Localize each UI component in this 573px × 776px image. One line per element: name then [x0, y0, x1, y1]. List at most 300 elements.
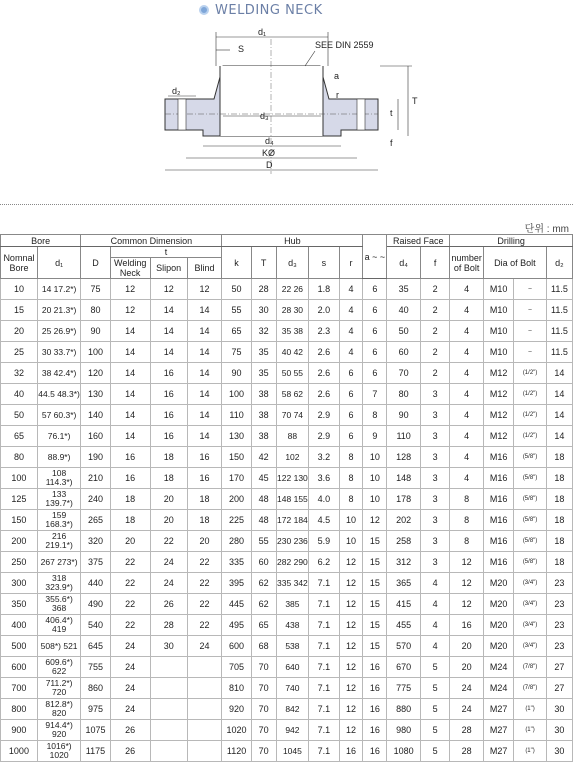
cell-in: (1") [514, 741, 547, 762]
cell-in: (1/2") [514, 363, 547, 384]
cell-sl: 14 [150, 321, 187, 342]
cell-n: 4 [450, 363, 484, 384]
cell-D: 100 [81, 342, 110, 363]
cell-r: 4 [339, 300, 363, 321]
cell-a: 6 [363, 321, 387, 342]
cell-bolt: M16 [483, 489, 513, 510]
cell-k: 65 [222, 321, 251, 342]
cell-a: 15 [363, 636, 387, 657]
cell-in: (7/8") [514, 657, 547, 678]
cell-sl [150, 699, 187, 720]
cell-d1: 914.4*) 920 [37, 720, 80, 741]
cell-d3: 538 [276, 636, 309, 657]
cell-D: 140 [81, 405, 110, 426]
cell-d1: 57 60.3*) [37, 405, 80, 426]
cell-D: 645 [81, 636, 110, 657]
cell-in: (3/4") [514, 615, 547, 636]
cell-f: 3 [420, 447, 449, 468]
cell-s: 5.9 [309, 531, 339, 552]
cell-wn: 14 [110, 342, 150, 363]
cell-sl: 24 [150, 552, 187, 573]
cell-d4: 90 [387, 405, 421, 426]
cell-wn: 16 [110, 468, 150, 489]
cell-bolt: M20 [483, 615, 513, 636]
cell-d2: 11.5 [546, 321, 572, 342]
cell-k: 920 [222, 699, 251, 720]
cell-s: 7.1 [309, 636, 339, 657]
cell-d3: 842 [276, 699, 309, 720]
cell-D: 210 [81, 468, 110, 489]
cell-d3: 640 [276, 657, 309, 678]
cell-s: 2.0 [309, 300, 339, 321]
cell-bolt: M12 [483, 426, 513, 447]
cell-bolt: M20 [483, 573, 513, 594]
cell-r: 12 [339, 552, 363, 573]
cell-n: 4 [450, 342, 484, 363]
header-r: r [339, 247, 363, 279]
cell-T: 62 [251, 594, 276, 615]
cell-d2: 23 [546, 573, 572, 594]
cell-n: 4 [450, 405, 484, 426]
cell-f: 4 [420, 636, 449, 657]
cell-r: 6 [339, 405, 363, 426]
cell-bl: 14 [187, 405, 222, 426]
cell-T: 65 [251, 615, 276, 636]
cell-r: 12 [339, 657, 363, 678]
cell-d2: 14 [546, 405, 572, 426]
cell-wn: 24 [110, 636, 150, 657]
cell-a: 15 [363, 594, 387, 615]
cell-s: 4.5 [309, 510, 339, 531]
cell-bl: 14 [187, 363, 222, 384]
cell-a: 6 [363, 342, 387, 363]
cell-d4: 258 [387, 531, 421, 552]
cell-in: (1") [514, 699, 547, 720]
cell-d2: 14 [546, 384, 572, 405]
cell-s: 7.1 [309, 657, 339, 678]
cell-k: 810 [222, 678, 251, 699]
cell-wn: 18 [110, 510, 150, 531]
table-row [1, 657, 573, 678]
cell-bl: 14 [187, 342, 222, 363]
dim-d3: d₃ [260, 111, 269, 121]
cell-sl: 16 [150, 384, 187, 405]
cell-a: 16 [363, 657, 387, 678]
header-f: f [420, 247, 449, 279]
cell-T: 70 [251, 678, 276, 699]
cell-k: 335 [222, 552, 251, 573]
cell-sl [150, 720, 187, 741]
dim-K: KØ [262, 148, 276, 158]
cell-s: 7.1 [309, 678, 339, 699]
cell-bl [187, 678, 222, 699]
cell-bolt: M20 [483, 594, 513, 615]
cell-k: 705 [222, 657, 251, 678]
cell-D: 440 [81, 573, 110, 594]
cell-D: 240 [81, 489, 110, 510]
cell-D: 860 [81, 678, 110, 699]
cell-d3: 230 236 [276, 531, 309, 552]
cell-T: 35 [251, 363, 276, 384]
cell-k: 55 [222, 300, 251, 321]
cell-r: 12 [339, 678, 363, 699]
cell-f: 5 [420, 720, 449, 741]
flange-table [0, 234, 573, 762]
cell-d3: 40 42 [276, 342, 309, 363]
cell-n: 12 [450, 594, 484, 615]
cell-r: 8 [339, 468, 363, 489]
cell-f: 5 [420, 699, 449, 720]
cell-wn: 24 [110, 699, 150, 720]
cell-D: 130 [81, 384, 110, 405]
cell-T: 38 [251, 426, 276, 447]
cell-a: 6 [363, 279, 387, 300]
cell-s: 7.1 [309, 741, 339, 762]
table-row [1, 678, 573, 699]
separator [0, 204, 573, 205]
cell-bolt: M10 [483, 321, 513, 342]
cell-a: 6 [363, 363, 387, 384]
cell-f: 4 [420, 573, 449, 594]
cell-s: 1.8 [309, 279, 339, 300]
cell-T: 42 [251, 447, 276, 468]
cell-nb: 900 [1, 720, 38, 741]
dim-d1: d₁ [258, 27, 267, 37]
cell-d4: 570 [387, 636, 421, 657]
cell-d2: 30 [546, 741, 572, 762]
cell-s: 3.6 [309, 468, 339, 489]
cell-wn: 14 [110, 363, 150, 384]
cell-n: 12 [450, 552, 484, 573]
cell-T: 32 [251, 321, 276, 342]
cell-T: 68 [251, 636, 276, 657]
cell-T: 38 [251, 405, 276, 426]
cell-in: (5/8") [514, 552, 547, 573]
dim-d2: d₂ [172, 86, 181, 96]
cell-n: 4 [450, 426, 484, 447]
cell-T: 62 [251, 573, 276, 594]
cell-d2: 18 [546, 447, 572, 468]
cell-bolt: M10 [483, 342, 513, 363]
header-d1: d₁ [37, 247, 80, 279]
cell-bl: 16 [187, 468, 222, 489]
dim-f: f [390, 138, 393, 148]
cell-a: 16 [363, 741, 387, 762]
cell-d4: 35 [387, 279, 421, 300]
cell-d4: 80 [387, 384, 421, 405]
table-row [1, 300, 573, 321]
cell-d1: 44.5 48.3*) [37, 384, 80, 405]
page-title [199, 2, 323, 18]
cell-d4: 178 [387, 489, 421, 510]
cell-s: 4.0 [309, 489, 339, 510]
cell-r: 8 [339, 489, 363, 510]
cell-d2: 11.5 [546, 300, 572, 321]
cell-bl [187, 741, 222, 762]
cell-k: 50 [222, 279, 251, 300]
table-row [1, 720, 573, 741]
table-row [1, 321, 573, 342]
cell-in: (5/8") [514, 510, 547, 531]
cell-in: (1/2") [514, 384, 547, 405]
cell-d1: 38 42.4*) [37, 363, 80, 384]
cell-bl: 18 [187, 510, 222, 531]
cell-a: 15 [363, 573, 387, 594]
cell-nb: 125 [1, 489, 38, 510]
cell-nb: 150 [1, 510, 38, 531]
cell-bl: 22 [187, 552, 222, 573]
cell-wn: 16 [110, 447, 150, 468]
cell-wn: 22 [110, 573, 150, 594]
cell-d2: 11.5 [546, 279, 572, 300]
header-T: T [251, 247, 276, 279]
cell-D: 1075 [81, 720, 110, 741]
cell-bolt: M16 [483, 510, 513, 531]
cell-bolt: M16 [483, 552, 513, 573]
cell-d2: 18 [546, 510, 572, 531]
cell-nb: 400 [1, 615, 38, 636]
cell-nb: 1000 [1, 741, 38, 762]
table-row [1, 741, 573, 762]
cell-d4: 40 [387, 300, 421, 321]
table-row [1, 615, 573, 636]
cell-sl: 16 [150, 363, 187, 384]
cell-s: 7.1 [309, 573, 339, 594]
cell-r: 10 [339, 510, 363, 531]
cell-sl: 26 [150, 594, 187, 615]
cell-bolt: M12 [483, 405, 513, 426]
cell-sl: 14 [150, 300, 187, 321]
cell-n: 4 [450, 321, 484, 342]
header-diabolt: Dia of Bolt [483, 247, 546, 279]
header-blind: Blind [187, 258, 222, 279]
cell-nb: 10 [1, 279, 38, 300]
cell-n: 24 [450, 699, 484, 720]
cell-in: (3/4") [514, 636, 547, 657]
cell-d1: 355.6*) 368 [37, 594, 80, 615]
cell-n: 4 [450, 384, 484, 405]
cell-s: 2.6 [309, 342, 339, 363]
table-row [1, 426, 573, 447]
cell-d3: 385 [276, 594, 309, 615]
cell-d1: 159 168.3*) [37, 510, 80, 531]
cell-r: 12 [339, 573, 363, 594]
cell-r: 10 [339, 531, 363, 552]
cell-a: 8 [363, 405, 387, 426]
cell-n: 4 [450, 279, 484, 300]
cell-bolt: M16 [483, 468, 513, 489]
cell-nb: 50 [1, 405, 38, 426]
cell-d1: 25 26.9*) [37, 321, 80, 342]
cell-bolt: M10 [483, 279, 513, 300]
cell-r: 8 [339, 447, 363, 468]
cell-d2: 14 [546, 363, 572, 384]
cell-d4: 312 [387, 552, 421, 573]
cell-k: 1020 [222, 720, 251, 741]
cell-bolt: M16 [483, 447, 513, 468]
cell-nb: 300 [1, 573, 38, 594]
cell-d4: 128 [387, 447, 421, 468]
cell-T: 70 [251, 741, 276, 762]
cell-nb: 100 [1, 468, 38, 489]
dim-T: T [412, 96, 418, 106]
cell-d1: 216 219.1*) [37, 531, 80, 552]
cell-d3: 942 [276, 720, 309, 741]
cell-k: 150 [222, 447, 251, 468]
cell-s: 3.2 [309, 447, 339, 468]
cell-a: 10 [363, 468, 387, 489]
cell-bl: 22 [187, 594, 222, 615]
cell-f: 3 [420, 468, 449, 489]
cell-d1: 812.8*) 820 [37, 699, 80, 720]
cell-in: (3/4") [514, 594, 547, 615]
cell-d1: 406.4*) 419 [37, 615, 80, 636]
cell-n: 12 [450, 573, 484, 594]
cell-d2: 18 [546, 489, 572, 510]
cell-in: (5/8") [514, 447, 547, 468]
cell-a: 12 [363, 510, 387, 531]
cell-bl [187, 720, 222, 741]
cell-bl [187, 699, 222, 720]
cell-nb: 25 [1, 342, 38, 363]
table-row [1, 342, 573, 363]
table-row [1, 279, 573, 300]
cell-D: 75 [81, 279, 110, 300]
cell-wn: 20 [110, 531, 150, 552]
cell-d1: 88.9*) [37, 447, 80, 468]
header-a: a ~ ~ [363, 235, 387, 279]
cell-nb: 65 [1, 426, 38, 447]
table-row [1, 531, 573, 552]
cell-d4: 670 [387, 657, 421, 678]
cell-f: 2 [420, 321, 449, 342]
cell-d3: 438 [276, 615, 309, 636]
cell-wn: 26 [110, 741, 150, 762]
cell-a: 16 [363, 699, 387, 720]
cell-d1: 133 139.7*) [37, 489, 80, 510]
cell-d3: 58 62 [276, 384, 309, 405]
cell-d3: 282 290 [276, 552, 309, 573]
cell-nb: 600 [1, 657, 38, 678]
cell-d2: 23 [546, 594, 572, 615]
welding-neck-drawing [150, 24, 420, 182]
unit-label: 단위 : mm [524, 224, 569, 235]
cell-wn: 22 [110, 594, 150, 615]
cell-T: 55 [251, 531, 276, 552]
cell-d4: 775 [387, 678, 421, 699]
cell-wn: 14 [110, 405, 150, 426]
cell-a: 7 [363, 384, 387, 405]
cell-a: 10 [363, 447, 387, 468]
cell-k: 225 [222, 510, 251, 531]
table-row [1, 447, 573, 468]
cell-in: (3/4") [514, 573, 547, 594]
cell-d4: 365 [387, 573, 421, 594]
cell-bl: 22 [187, 615, 222, 636]
cell-k: 110 [222, 405, 251, 426]
header-D: D [81, 247, 110, 279]
cell-d4: 980 [387, 720, 421, 741]
cell-d4: 202 [387, 510, 421, 531]
cell-D: 320 [81, 531, 110, 552]
table-row [1, 489, 573, 510]
cell-s: 2.6 [309, 384, 339, 405]
cell-in: (1") [514, 720, 547, 741]
cell-D: 1175 [81, 741, 110, 762]
table-row [1, 363, 573, 384]
cell-wn: 14 [110, 384, 150, 405]
cell-bl: 14 [187, 384, 222, 405]
cell-a: 10 [363, 489, 387, 510]
header-nbolt: number of Bolt [450, 247, 484, 279]
cell-T: 30 [251, 300, 276, 321]
cell-f: 2 [420, 300, 449, 321]
cell-d1: 108 114.3*) [37, 468, 80, 489]
cell-s: 7.1 [309, 615, 339, 636]
cell-nb: 700 [1, 678, 38, 699]
cell-in: (1/2") [514, 405, 547, 426]
cell-sl: 12 [150, 279, 187, 300]
cell-d2: 27 [546, 657, 572, 678]
cell-in: (1/2") [514, 426, 547, 447]
cell-d3: 102 [276, 447, 309, 468]
cell-f: 2 [420, 363, 449, 384]
header-d4: d₄ [387, 247, 421, 279]
cell-wn: 22 [110, 615, 150, 636]
cell-bl: 14 [187, 300, 222, 321]
cell-sl: 16 [150, 426, 187, 447]
header-common: Common Dimension [81, 235, 222, 247]
cell-in: (5/8") [514, 468, 547, 489]
header-bore: Bore [1, 235, 81, 247]
cell-bl: 20 [187, 531, 222, 552]
cell-d1: 20 21.3*) [37, 300, 80, 321]
cell-f: 4 [420, 615, 449, 636]
cell-k: 495 [222, 615, 251, 636]
cell-in: – [514, 300, 547, 321]
cell-sl: 18 [150, 468, 187, 489]
cell-n: 8 [450, 531, 484, 552]
header-raised: Raised Face [387, 235, 450, 247]
cell-nb: 40 [1, 384, 38, 405]
cell-s: 7.1 [309, 699, 339, 720]
cell-f: 5 [420, 657, 449, 678]
cell-nb: 15 [1, 300, 38, 321]
cell-d1: 711.2*) 720 [37, 678, 80, 699]
table-row [1, 699, 573, 720]
cell-d4: 1080 [387, 741, 421, 762]
cell-s: 7.1 [309, 720, 339, 741]
cell-sl [150, 678, 187, 699]
cell-n: 4 [450, 300, 484, 321]
cell-in: – [514, 342, 547, 363]
cell-a: 15 [363, 531, 387, 552]
cell-n: 24 [450, 678, 484, 699]
cell-T: 70 [251, 657, 276, 678]
cell-d3: 28 30 [276, 300, 309, 321]
cell-D: 375 [81, 552, 110, 573]
cell-a: 6 [363, 300, 387, 321]
table-row [1, 552, 573, 573]
cell-T: 28 [251, 279, 276, 300]
title-text: WELDING NECK [215, 2, 323, 18]
cell-d1: 508*) 521 [37, 636, 80, 657]
cell-bolt: M27 [483, 741, 513, 762]
cell-k: 100 [222, 384, 251, 405]
cell-D: 490 [81, 594, 110, 615]
cell-f: 3 [420, 552, 449, 573]
cell-d1: 267 273*) [37, 552, 80, 573]
